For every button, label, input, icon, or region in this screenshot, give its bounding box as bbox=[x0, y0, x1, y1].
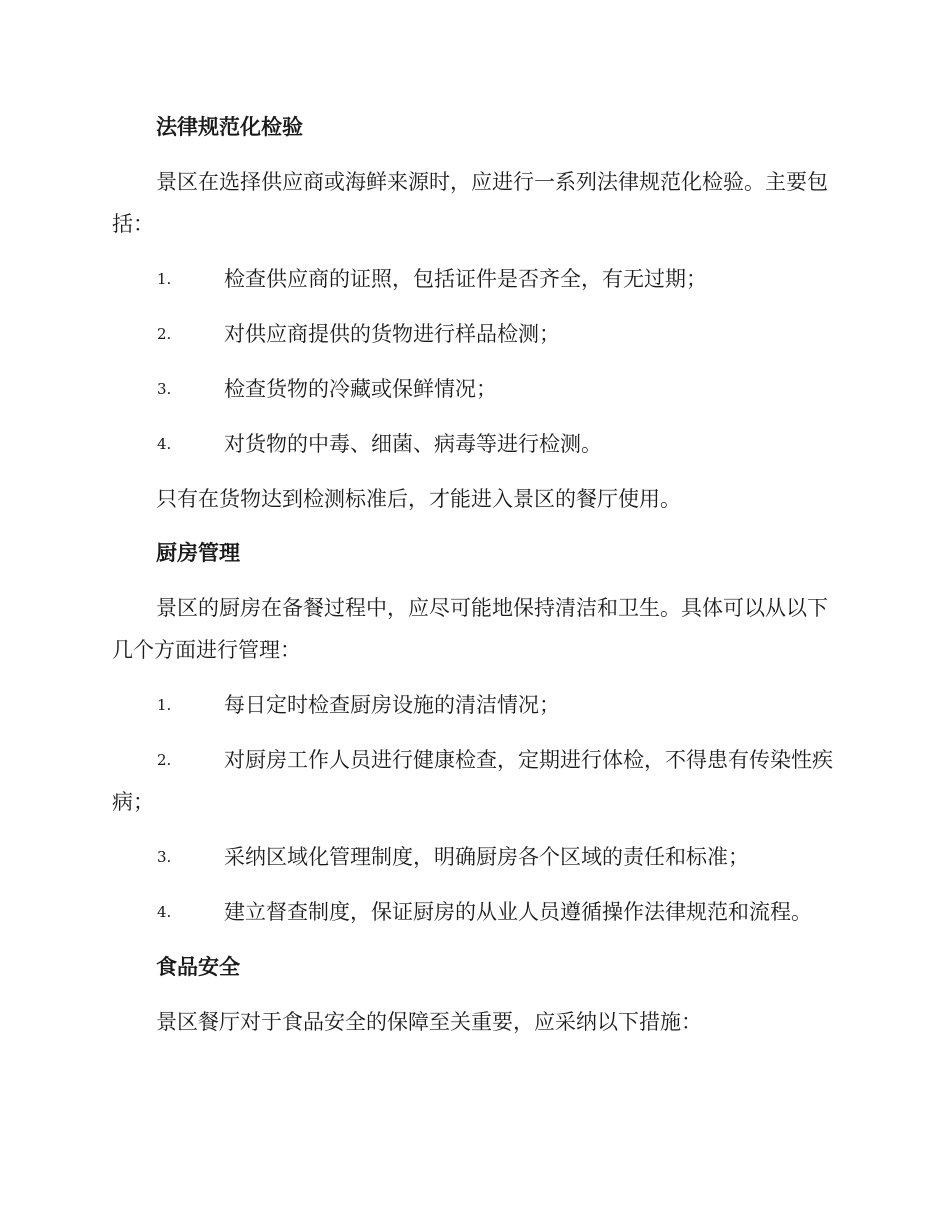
list-item bbox=[112, 836, 837, 878]
list-item-number: 3. bbox=[157, 380, 172, 398]
list-item-number: 2. bbox=[157, 325, 172, 343]
list-item bbox=[112, 684, 837, 726]
list-item-text: 建立督查制度，保证厨房的从业人员遵循操作法律规范和流程。 bbox=[224, 900, 812, 924]
section-intro-kitchen-management: 景区的厨房在备餐过程中，应尽可能地保持清洁和卫生。具体可以从以下几个方面进行管理： bbox=[112, 596, 828, 662]
list-item-text: 对货物的中毒、细菌、病毒等进行检测。 bbox=[224, 432, 602, 456]
list-item-text: 检查供应商的证照，包括证件是否齐全，有无过期； bbox=[224, 267, 707, 291]
list-item-number: 4. bbox=[157, 435, 172, 453]
section-heading-food-safety: 食品安全 bbox=[156, 955, 240, 979]
list-item-number: 1. bbox=[157, 696, 172, 714]
list-item-number: 1. bbox=[157, 270, 172, 288]
list-item bbox=[112, 313, 837, 355]
list-item bbox=[112, 891, 837, 933]
list-item-number: 4. bbox=[157, 903, 172, 921]
section-outro-legal-inspection: 只有在货物达到检测标准后，才能进入景区的餐厅使用。 bbox=[156, 487, 681, 511]
list-item bbox=[112, 423, 837, 465]
list-item-number: 3. bbox=[157, 848, 172, 866]
list-item bbox=[112, 368, 837, 410]
list-item-text: 每日定时检查厨房设施的清洁情况； bbox=[224, 693, 560, 717]
section-intro-legal-inspection: 景区在选择供应商或海鲜来源时，应进行一系列法律规范化检验。主要包括： bbox=[112, 170, 828, 236]
list-item-number: 2. bbox=[157, 751, 172, 769]
list-item-text: 对厨房工作人员进行健康检查，定期进行体检，不得患有传染性疾病； bbox=[112, 748, 833, 814]
section-intro-food-safety: 景区餐厅对于食品安全的保障至关重要，应采纳以下措施： bbox=[156, 1010, 702, 1034]
list-item bbox=[112, 258, 837, 300]
list-item-text: 对供应商提供的货物进行样品检测； bbox=[224, 322, 560, 346]
section-heading-legal-inspection: 法律规范化检验 bbox=[156, 115, 303, 139]
list-item-text: 采纳区域化管理制度，明确厨房各个区域的责任和标准； bbox=[224, 845, 749, 869]
list-item bbox=[112, 739, 837, 823]
list-item-text: 检查货物的冷藏或保鲜情况； bbox=[224, 377, 497, 401]
section-heading-kitchen-management: 厨房管理 bbox=[156, 541, 240, 565]
